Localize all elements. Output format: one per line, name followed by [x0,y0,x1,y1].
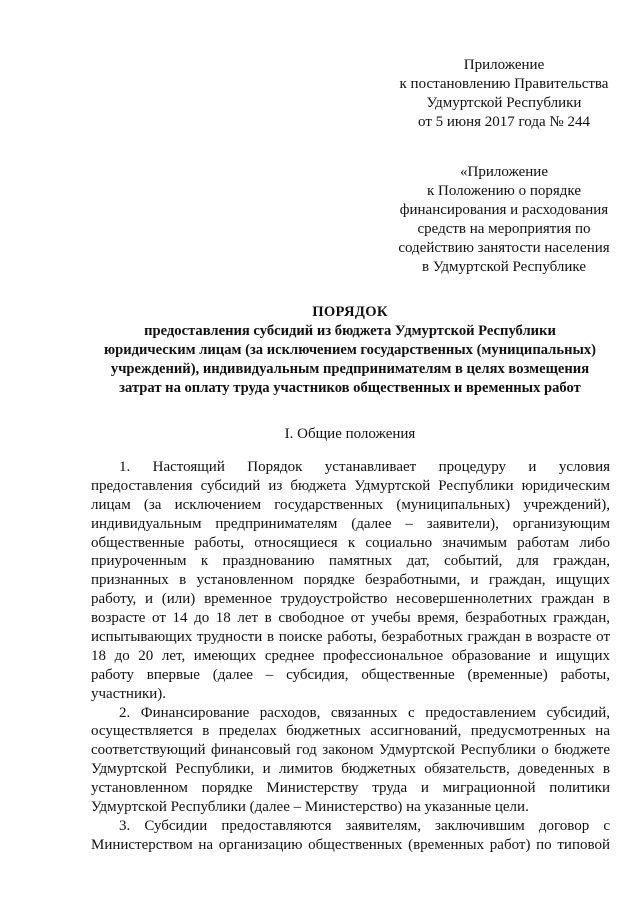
paragraph-line: работу впервые (далее – субсидия, общественные (временные) работы, [91,666,610,683]
title-subtitle-line: затрат на оплату труда участников общественных и временных работ [119,380,581,396]
paragraph-line: Министерством на организацию общественных (временных работ) по типовой [91,836,610,853]
paragraph-line: общественные работы, относящиеся к социально значимым работам либо [91,534,610,551]
appendix-regulation-line: «Приложение [459,164,548,180]
appendix-header-line: от 5 июня 2017 года № 244 [418,114,590,130]
title-main: ПОРЯДОК [312,304,388,320]
appendix-regulation-line: содействию занятости населения [398,240,610,256]
paragraph-line: лицам (за исключением государственных (муниципальных) учреждений), [91,496,610,513]
paragraph-line: 2. Финансирование расходов, связанных с предоставлением субсидий, [119,704,610,721]
title-subtitle-line: юридическим лицам (за исключением государственных (муниципальных) [103,342,597,358]
paragraph-line: индивидуальным предпринимателям (далее – заявители), организующим [91,515,610,532]
section-heading: I. Общие положения [284,426,416,442]
paragraph-line: 3. Субсидии предоставляются заявителям, заключившим договор с [119,817,610,834]
paragraph-line: 18 до 20 лет, имеющих среднее профессиональное образование и ищущих [91,647,610,664]
body-text [91,458,610,855]
paragraph-line: возрасте от 14 до 18 лет в свободное от учебы время, безработных граждан, [91,610,610,627]
appendix-regulation-line: финансирования и расходования [399,202,609,218]
paragraph-line: установленном порядке Министерству труда и миграционной политики [91,780,610,797]
appendix-regulation-line: к Положению о порядке [427,183,581,199]
appendix-regulation-line: в Удмуртской Республике [422,259,586,275]
paragraph-line: Удмуртской Республики, и лимитов бюджетных обязательств, доведенных в [91,761,610,778]
paragraph-line: признанных в установленном порядке безработными, и граждан, ищущих [91,572,610,589]
paragraph-line: предоставления субсидий из бюджета Удмуртской Республики юридическим [91,477,610,494]
document-title [90,303,610,398]
paragraph-line: осуществляется в пределах бюджетных ассигнований, предусмотренных на [91,723,610,740]
paragraph-line: испытывающих трудности в поиске работы, безработных граждан в возрасте от [91,629,610,646]
paragraph-line: работу, и (или) временное трудоустройство несовершеннолетних граждан в [91,591,610,608]
appendix-regulation [382,163,626,277]
paragraph-line: соответствующий финансовый год законом Удмуртской Республики о бюджете [91,742,610,759]
paragraph-line: Удмуртской Республики (далее – Министерство) на указанные цели. [91,799,529,816]
title-subtitle-line: предоставления субсидий из бюджета Удмуртской Республики [144,323,556,339]
appendix-header [384,56,624,132]
appendix-header-line: Удмуртской Республики [426,95,582,111]
paragraph-line: участники). [91,685,167,702]
paragraph-line: приуроченным к празднованию памятных дат, событий, для граждан, [91,553,610,570]
paragraph-line: 1. Настоящий Порядок устанавливает процедуру и условия [119,459,610,475]
appendix-regulation-line: средств на мероприятия по [417,221,591,237]
appendix-header-line: к постановлению Правительства [399,76,609,92]
title-subtitle-line: учреждений), индивидуальным предпринимателям в целях возмещения [110,361,590,377]
appendix-header-line: Приложение [463,57,545,73]
